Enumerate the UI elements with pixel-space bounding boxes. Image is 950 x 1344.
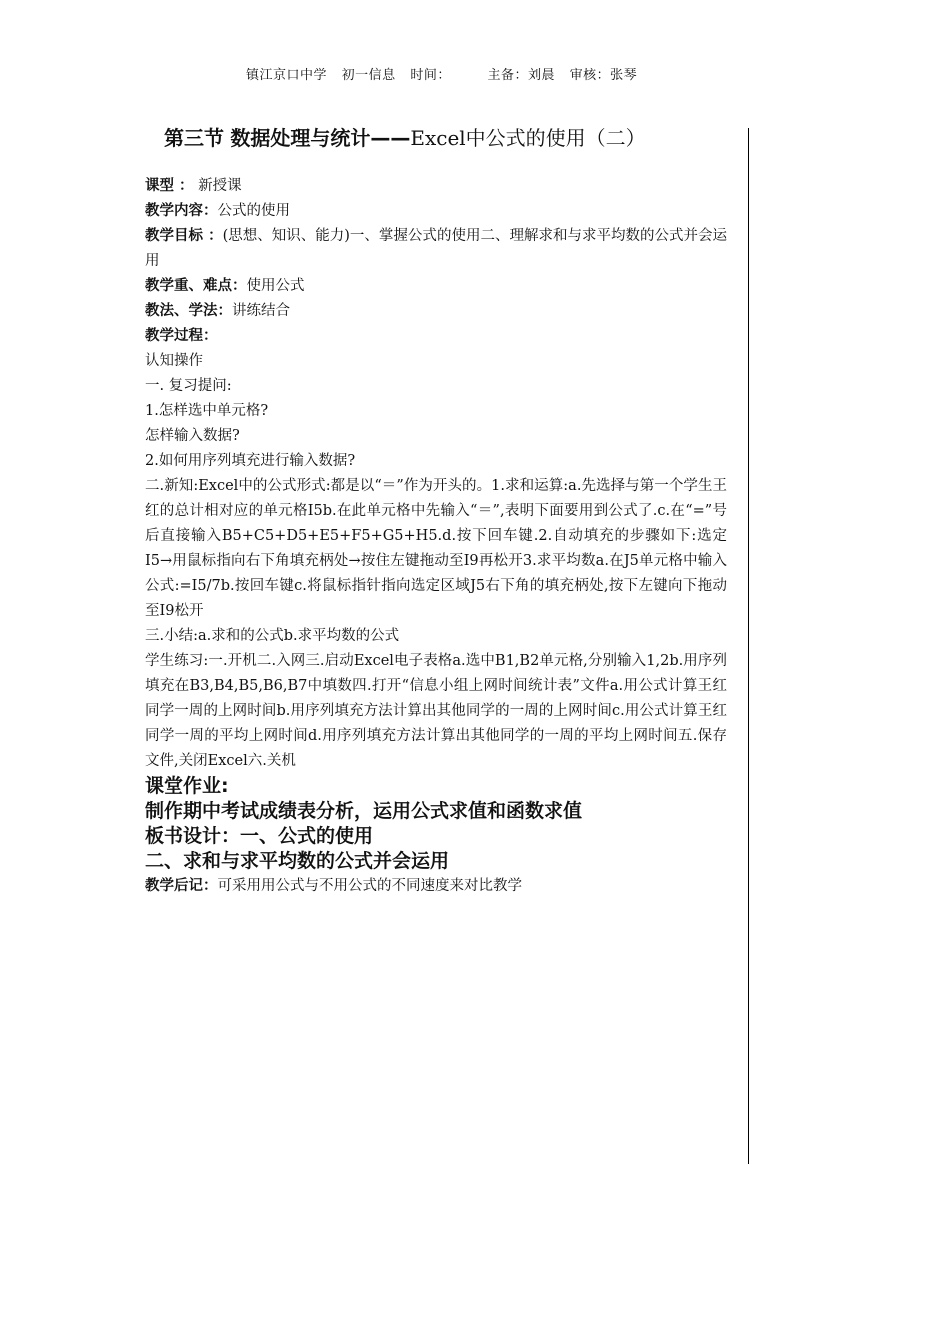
- header-grade-subject: 初一信息: [341, 68, 396, 83]
- title-section: 第三节: [164, 126, 224, 150]
- meta-goal-label: 教学目标 ：: [145, 228, 223, 244]
- meta-content: [145, 199, 727, 224]
- process-student-practice: 学生练习:一.开机二.入网三.启动Excel电子表格a.选中B1,B2单元格,分别输入1,2b.用序列填充在B3,B4,B5,B6,B7中填数四.打开“信息小组上网时间统计表”文件a.用公式计算王红同学一周的上网时间b.用序列填充方法计算出其他同学的一周的上网时间c.用公式计算王红同学一周的平均上网时间d.用序列填充方法计算出其他同学的一周的平均上网时间五.保存文件,关闭Excel六.关机: [145, 653, 727, 769]
- board-line-2: 二、求和与求平均数的公式并会运用: [145, 850, 450, 872]
- title-subtitle: Excel中公式的使用（二）: [410, 126, 646, 150]
- header-reviewer: 审核：张琴: [569, 68, 638, 83]
- process-summary: 三.小结:a.求和的公式b.求平均数的公式: [145, 628, 400, 644]
- meta-type-value: 新授课: [198, 178, 242, 194]
- meta-method-value: 讲练结合: [232, 303, 290, 319]
- meta-goal-value: (思想、知识、能力)一、掌握公式的使用二、理解求和与求平均数的公式并会运用: [145, 228, 727, 269]
- afterword-text: 可采用用公式与不用公式的不同速度来对比教学: [217, 878, 522, 894]
- meta-key-label: 教学重、难点：: [145, 278, 247, 294]
- meta-content-label: 教学内容：: [145, 203, 218, 219]
- title-topic: 数据处理与统计——: [230, 126, 411, 150]
- header-preparer: 主备：刘晨: [487, 68, 555, 83]
- process-line-1: 认知操作: [145, 353, 203, 369]
- page-title: [164, 122, 646, 151]
- header-school: 镇江京口中学: [246, 68, 328, 83]
- meta-method-label: 教法、学法：: [145, 303, 232, 319]
- right-margin-rule: [748, 128, 749, 1164]
- meta-goal: [145, 224, 727, 274]
- process-line-2: 一. 复习提问:: [145, 378, 232, 394]
- board-line-1: 板书设计：一、公式的使用: [145, 825, 374, 847]
- header-time-label: 时间：: [410, 68, 451, 83]
- homework-task: 制作期中考试成绩表分析，运用公式求值和函数求值: [145, 800, 583, 822]
- process-new-knowledge: 二.新知:Excel中的公式形式:都是以“＝”作为开头的。1.求和运算:a.先选择与第一个学生王红的总计相对应的单元格I5b.在此单元格中先输入“＝”,表明下面要用到公式了.c.在“=”号后直接输入B5+C5+D5+E5+F5+G5+H5.d.按下回车键.2.自动填充的步骤如下:选定I5→用鼠标指向右下角填充柄处→按住左键拖动至I9再松开3.求平均数a.在J5单元格中输入公式:=I5/7b.按回车键c.将鼠标指针指向选定区域J5右下角的填充柄处,按下左键向下拖动至I9松开: [145, 478, 727, 619]
- meta-key-value: 使用公式: [246, 278, 305, 294]
- meta-key: [145, 274, 727, 299]
- meta-process: [145, 324, 727, 349]
- meta-type: [145, 174, 727, 199]
- process-line-4: 怎样输入数据?: [145, 428, 240, 444]
- page-header: [246, 64, 647, 83]
- process-line-3: 1.怎样选中单元格?: [145, 403, 269, 419]
- homework-label: 课堂作业:: [145, 775, 229, 797]
- meta-process-label: 教学过程：: [145, 328, 218, 344]
- process-line-5: 2.如何用序列填充进行输入数据?: [145, 453, 356, 469]
- afterword-label: 教学后记：: [145, 878, 218, 894]
- meta-method: [145, 299, 727, 324]
- afterword: [145, 874, 727, 899]
- meta-content-value: 公式的使用: [217, 203, 290, 219]
- lesson-content: [145, 174, 727, 899]
- meta-type-label: 课型 ：: [145, 178, 194, 194]
